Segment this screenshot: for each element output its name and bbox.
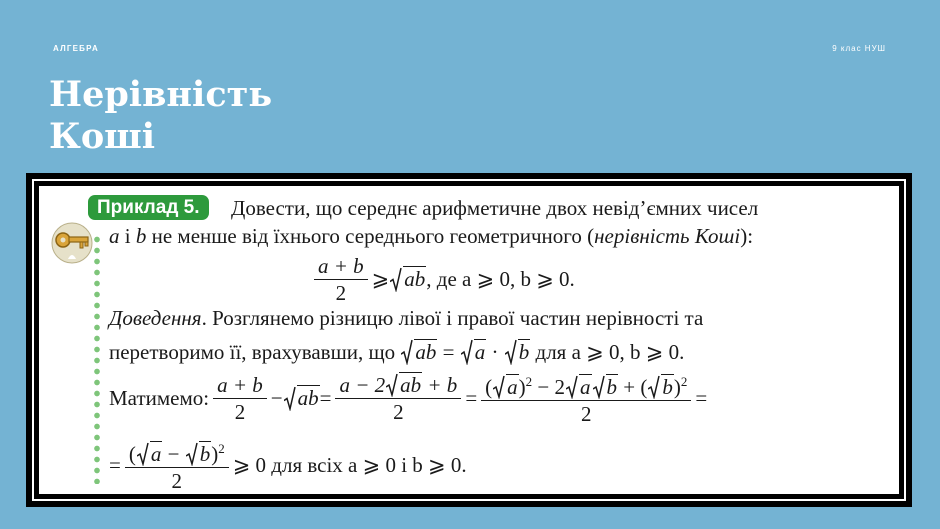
radicand: b [518, 340, 530, 364]
statement-line-1: Довести, що середнє арифметичне двох невід’ємних чисел [231, 196, 759, 220]
sqrt [566, 375, 592, 399]
conclusion: ⩾ 0 для всіх a ⩾ 0 і b ⩾ 0. [232, 452, 467, 477]
title-line-1: Нерівність [49, 74, 273, 115]
paren: ( [485, 375, 493, 399]
proof-line-1 [109, 305, 703, 331]
final-line [109, 437, 467, 493]
denominator: 2 [335, 281, 347, 305]
proof-condition: для a ⩾ 0, b ⩾ 0. [530, 340, 685, 364]
radicand: ab [400, 372, 422, 397]
cauchy-inequality-formula [310, 254, 575, 305]
relation: ⩾ [371, 267, 390, 291]
paren: ( [128, 442, 136, 466]
statement-text: не менше від їхнього середнього геометричного ( [146, 224, 595, 248]
matymemo-label: Матимемо: [109, 385, 210, 410]
term: − 2 [532, 375, 565, 399]
statement-line-2 [109, 223, 753, 249]
paren: ) [673, 375, 681, 399]
sqrt [493, 375, 519, 399]
minus: − [270, 385, 283, 410]
conj-i: і [119, 224, 136, 248]
var-b: b [135, 224, 147, 248]
condition: , де a ⩾ 0, b ⩾ 0. [426, 267, 575, 291]
radicand: a [507, 375, 518, 399]
sqrt [386, 373, 422, 397]
term: a − 2 [339, 372, 386, 397]
example-card [39, 186, 899, 494]
numerator [481, 370, 691, 401]
subject-label: АЛГЕБРА [53, 44, 99, 53]
dotted-margin-line [93, 234, 101, 484]
radicand: ab [297, 385, 319, 410]
sqrt [505, 339, 531, 365]
theorem-name: нерівність Коші [594, 224, 741, 248]
sqrt [186, 442, 212, 466]
sqrt [401, 339, 437, 365]
minus: − [162, 442, 185, 466]
denominator: 2 [171, 469, 183, 493]
exponent: 2 [680, 374, 688, 389]
radicand: a [474, 340, 486, 364]
proof-line-2 [109, 339, 684, 365]
denominator: 2 [234, 399, 246, 424]
transformation-line [109, 370, 707, 426]
exponent: 2 [218, 441, 225, 456]
term: + ( [618, 375, 648, 399]
sqrt [461, 339, 487, 365]
radicand: a [150, 442, 162, 466]
exponent: 2 [525, 374, 533, 389]
example-badge: Приклад 5. [88, 195, 209, 220]
proof-text: . Розглянемо різницю лівої і правої частин нерівності та [201, 306, 704, 330]
radicand: ab [404, 267, 426, 291]
numerator: a + b [314, 254, 368, 280]
radicand: a [580, 375, 591, 399]
sqrt [593, 375, 619, 399]
equals: = [319, 385, 332, 410]
equals: = [465, 385, 478, 410]
proof-label: Доведення [109, 306, 202, 330]
sqrt [648, 375, 674, 399]
fraction [213, 373, 267, 424]
equals: = [109, 452, 121, 477]
radicand: b [199, 442, 211, 466]
statement-end: ): [740, 224, 754, 248]
sqrt [137, 442, 163, 466]
term: + b [422, 372, 458, 397]
grade-label: 9 клас НУШ [832, 44, 886, 53]
sqrt [390, 267, 426, 292]
radicand: b [662, 375, 673, 399]
radicand: ab [415, 340, 437, 364]
sqrt [284, 386, 320, 411]
dot: · [486, 340, 504, 364]
numerator [125, 437, 229, 468]
slide-title [49, 74, 272, 158]
fraction [314, 254, 368, 305]
var-a: a [109, 224, 120, 248]
numerator [335, 373, 461, 399]
denominator: 2 [393, 399, 404, 424]
denominator: 2 [581, 402, 592, 426]
fraction [125, 437, 229, 493]
title-line-2: Коші [49, 116, 156, 157]
example-frame [26, 173, 912, 507]
radicand: b [606, 375, 617, 399]
fraction [481, 370, 691, 426]
proof-text: перетворимо її, врахувавши, що [109, 340, 401, 364]
equals: = [437, 340, 460, 364]
key-icon [50, 221, 94, 265]
fraction [335, 373, 461, 424]
equals: = [695, 385, 708, 410]
paren: ) [518, 375, 526, 399]
numerator: a + b [213, 373, 267, 399]
paren: ) [211, 442, 219, 466]
frame-border [32, 179, 906, 501]
